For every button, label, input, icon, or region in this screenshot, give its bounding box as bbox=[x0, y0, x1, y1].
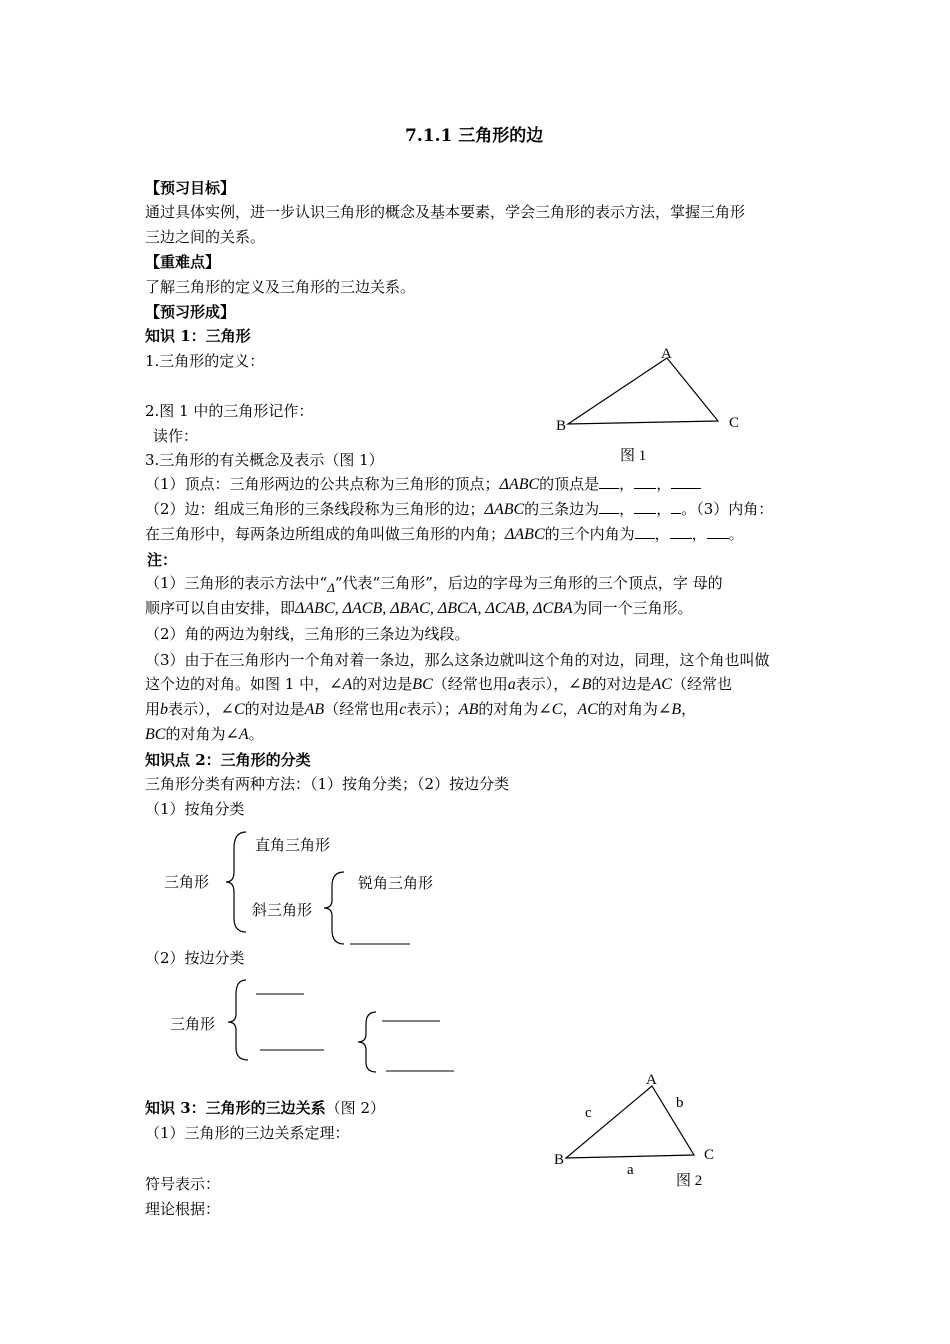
note-3-line-1: （3）由于在三角形内一个角对着一条边，那么这条边就叫这个角的对边，同理，这个角也叫做 bbox=[145, 651, 770, 669]
side-brace-diagram bbox=[222, 976, 462, 1076]
note-1-text: （1）三角形的表示方法中“ bbox=[145, 574, 328, 592]
comma: ， bbox=[654, 525, 670, 543]
triangle-abc bbox=[568, 358, 718, 424]
comma: ， bbox=[619, 475, 635, 493]
text: 表示）； bbox=[406, 700, 459, 718]
vertex-label-a: A bbox=[646, 1072, 657, 1088]
note-3-line-4 bbox=[145, 724, 264, 745]
side-text: （2）边：组成三角形的三条线段称为三角形的边； bbox=[145, 500, 485, 518]
vertex-label-c: C bbox=[729, 415, 740, 431]
side-label-a: a bbox=[627, 1162, 634, 1178]
abc-symbol: ΔABC bbox=[499, 476, 540, 493]
figure-1-caption: 图 1 bbox=[620, 448, 647, 464]
note-1-line-1 bbox=[145, 573, 723, 594]
angle-b: ∠B bbox=[657, 701, 682, 718]
form-heading: 【预习形成】 bbox=[145, 303, 236, 321]
k1-concepts: 3.三角形的有关概念及表示（图 1） bbox=[145, 451, 384, 469]
classify-right: 直角三角形 bbox=[255, 836, 331, 854]
vertex-label-b: B bbox=[556, 418, 567, 434]
text: （经常也 bbox=[671, 675, 732, 693]
comma: ， bbox=[619, 500, 635, 518]
goal-heading: 【预习目标】 bbox=[145, 179, 236, 197]
period: 。 bbox=[681, 500, 697, 518]
blank bbox=[599, 499, 619, 514]
goal-line-1: 通过具体实例，进一步认识三角形的概念及基本要素，学会三角形的表示方法，掌握三角形 bbox=[145, 203, 746, 221]
note-1-line-2 bbox=[145, 598, 693, 619]
side-label-c: c bbox=[585, 1105, 592, 1121]
side-line bbox=[145, 499, 773, 520]
angle-text-tail: 的三个内角为 bbox=[544, 525, 635, 543]
vertex-label-b: B bbox=[554, 1152, 565, 1168]
vertex-line bbox=[145, 474, 701, 495]
blank bbox=[634, 474, 656, 489]
blank bbox=[671, 499, 681, 514]
text: 这个边的对角。如图 1 中， bbox=[145, 675, 330, 693]
key-heading: 【重难点】 bbox=[145, 253, 221, 271]
angle-line bbox=[145, 524, 744, 545]
k3-heading-line bbox=[145, 1098, 385, 1118]
vertex-label-c: C bbox=[704, 1147, 715, 1163]
angle-b: ∠B bbox=[568, 676, 592, 693]
text: （经常也用 bbox=[324, 700, 400, 718]
angle-c: ∠C bbox=[220, 701, 245, 718]
text: 的对角为 bbox=[165, 725, 226, 743]
text: 的对边是 bbox=[591, 675, 652, 693]
page-title: 7.1.1 三角形的边 bbox=[405, 126, 544, 146]
k3-fig-ref: （图 2） bbox=[325, 1099, 385, 1117]
k2-heading: 知识点 2：三角形的分类 bbox=[145, 751, 311, 769]
k3-heading: 知识 3：三角形的三边关系 bbox=[145, 1099, 326, 1117]
goal-line-2: 三边之间的关系。 bbox=[145, 228, 266, 246]
angle-head: （3）内角： bbox=[696, 500, 774, 518]
k2-by-side: （2）按边分类 bbox=[145, 949, 245, 967]
vertex-label-a: A bbox=[661, 346, 672, 362]
blank bbox=[634, 499, 656, 514]
figure-1 bbox=[550, 340, 750, 470]
period: 。 bbox=[728, 525, 744, 543]
text: 的对角为 bbox=[478, 700, 539, 718]
text: （经常也用 bbox=[432, 675, 508, 693]
blank bbox=[599, 474, 619, 489]
triangle-abc bbox=[566, 1086, 694, 1158]
text: 的对边是 bbox=[244, 700, 305, 718]
classify-oblique: 斜三角形 bbox=[252, 901, 313, 919]
note-3-line-2 bbox=[145, 674, 732, 695]
notes-heading: 注： bbox=[147, 551, 178, 569]
side-ab: AB bbox=[304, 701, 325, 718]
side-c: c bbox=[399, 701, 407, 718]
figure-2-caption: 图 2 bbox=[676, 1173, 703, 1189]
comma: ， bbox=[656, 500, 672, 518]
delta-symbol: Δ bbox=[327, 580, 335, 595]
side-b: b bbox=[160, 701, 169, 718]
k1-fig1-read: 读作： bbox=[153, 427, 199, 445]
blank bbox=[635, 524, 655, 539]
text: 用 bbox=[145, 700, 161, 718]
angle-text: 在三角形中，每两条边所组成的角叫做三角形的内角； bbox=[145, 525, 506, 543]
k3-basis: 理论根据： bbox=[145, 1200, 221, 1218]
side-label-b: b bbox=[676, 1095, 684, 1111]
side-ab: AB bbox=[458, 701, 479, 718]
k1-definition: 1.三角形的定义： bbox=[145, 352, 265, 370]
k1-heading: 知识 1：三角形 bbox=[145, 327, 251, 345]
k2-by-angle: （1）按角分类 bbox=[145, 800, 245, 818]
brace-icon bbox=[324, 872, 344, 944]
k2-intro: 三角形分类有两种方法：（1）按角分类；（2）按边分类 bbox=[145, 775, 510, 793]
comma: ， bbox=[656, 475, 672, 493]
vertex-text-tail: 的顶点是 bbox=[539, 475, 600, 493]
blank bbox=[670, 524, 692, 539]
text: 表示）， bbox=[515, 675, 569, 693]
side-bc: BC bbox=[412, 676, 433, 693]
k3-symbol: 符号表示： bbox=[145, 1175, 221, 1193]
k1-fig1-write: 2.图 1 中的三角形记作： bbox=[145, 402, 314, 420]
triangle-name-list: ΔABC, ΔACB, ΔBAC, ΔBCA, ΔCAB, ΔCBA bbox=[295, 600, 573, 617]
abc-symbol: ΔABC bbox=[505, 526, 545, 543]
abc-symbol: ΔABC bbox=[484, 501, 525, 518]
vertex-text: （1）顶点：三角形两边的公共点称为三角形的顶点； bbox=[145, 475, 500, 493]
angle-a: ∠A bbox=[225, 726, 249, 743]
note-3-line-3 bbox=[145, 699, 696, 720]
note-1-text-tail: ”代表“三角形”，后边的字母为三角形的三个顶点，字 母的 bbox=[334, 574, 723, 592]
text: 的对角为 bbox=[597, 700, 658, 718]
brace-icon bbox=[226, 832, 246, 932]
note-2: （2）角的两边为射线，三角形的三条边为线段。 bbox=[145, 625, 470, 643]
k3-theorem: （1）三角形的三边关系定理： bbox=[145, 1124, 350, 1142]
text: 的对边是 bbox=[352, 675, 413, 693]
side-a: a bbox=[507, 676, 516, 693]
text: ， bbox=[681, 700, 697, 718]
text: ， bbox=[562, 700, 578, 718]
angle-a: ∠A bbox=[329, 676, 353, 693]
figure-2 bbox=[548, 1066, 728, 1196]
side-bc: BC bbox=[145, 726, 166, 743]
classify-angle-root: 三角形 bbox=[164, 873, 210, 891]
side-ac: AC bbox=[651, 676, 672, 693]
period: 。 bbox=[248, 725, 264, 743]
blank bbox=[707, 524, 729, 539]
key-text: 了解三角形的定义及三角形的三边关系。 bbox=[145, 278, 416, 296]
text: 表示）， bbox=[168, 700, 221, 718]
note-1-same-text: 为同一个三角形。 bbox=[572, 599, 693, 617]
note-1-order-text: 顺序可以自由安排，即 bbox=[145, 599, 296, 617]
side-ac: AC bbox=[577, 701, 598, 718]
brace-icon bbox=[228, 980, 248, 1060]
angle-c: ∠C bbox=[538, 701, 563, 718]
blank bbox=[671, 474, 701, 489]
side-text-tail: 的三条边为 bbox=[524, 500, 600, 518]
comma: ， bbox=[691, 525, 707, 543]
classify-acute: 锐角三角形 bbox=[358, 874, 434, 892]
classify-side-root: 三角形 bbox=[170, 1015, 216, 1033]
brace-icon bbox=[358, 1012, 376, 1072]
